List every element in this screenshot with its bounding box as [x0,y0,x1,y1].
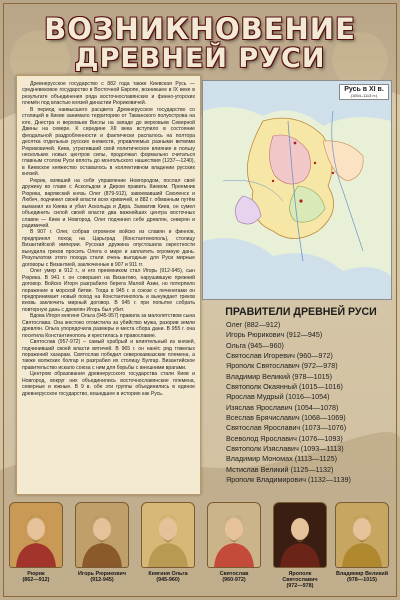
portrait-card [8,502,64,583]
portrait-card [74,502,130,583]
portrait-image [335,502,389,568]
portrait-name: Княгиня Ольга [148,571,188,577]
ruler-item: Ярослав Мудрый (1016—1054) [226,392,330,402]
ruler-item: Святослав Ярославич (1073—1076) [226,423,347,433]
portrait-image [207,502,261,568]
ruler-item: Ярополк Святославич (972—978) [226,361,338,371]
portrait-dates: (972—978) [286,583,314,589]
map-title: Русь в XI в. [344,86,384,93]
historical-map [202,80,392,300]
history-paragraph: Вдова Игоря княгиня Ольга (945-957) правила за малолетством сына Святослава. Она жестоко отомстила за убийство мужа, разорив земли древлян. Ольга упорядочила размеры и места сбора дани. В 955 г. она посетила Константинополь и крестилась в православие. [22,313,195,339]
ruler-item: Святослав Игоревич (960—972) [226,351,333,361]
ruler-item: Ольга (945—960) [226,340,284,350]
portrait-card [334,502,390,583]
history-paragraph: Олег умер в 912 г., и его преемником стал Игорь (912-945), сын Рюрика. В 941 г. он совершил на Византию, нарушившую прежний договор. Войско Игоря разграбило берега Малой Азии, но потерпело поражение в морской битве. Тогда в 945 г. в союзе с печенегами он предпринимает новый поход на Константинополь и вынуждает греков вновь заключить мирный договор. В 945 г. при попытке собрать повторную дань с древлян Игорь был убит. [22,268,195,313]
ruler-item: Изяслав Ярославич (1054—1078) [226,402,339,412]
rulers-heading: ПРАВИТЕЛИ ДРЕВНЕЙ РУСИ [225,306,377,318]
portrait-dates: (978—1015) [347,577,377,583]
title-line-1: ВОЗНИКНОВЕНИЕ [44,12,356,46]
title-line-2: ДРЕВНЕЙ РУСИ [74,43,326,74]
ruler-item: Владимир Мономах (1113—1125) [226,454,338,464]
ruler-item: Владимир Великий (978—1015) [226,371,333,381]
history-paragraph: Рюрик, взявший на себя управление Новгородом, послал своё дружину во главе с Аскольдом и Диром править Киевом. Преемник Рюрика, варяжский князь Олег (879-912), завоевавший Смоленск и Любеч, подчинил своей власти всех кривичей, и 882 г. обманным путём выманил из Киева и убил Аскольда и Дира. Захватив Киев, он сумел объединить силой своей власти два важнейших центра восточных славян — Киев и Новгород. Олег подчинил себе древлян, северян и радимичей. [22,177,195,229]
ruler-item: Святополк Изяславич (1093—1113) [226,444,344,454]
portrait-name: Игорь Рюрикович [78,571,126,577]
ruler-item: Ярополк Владимирович (1132—1139) [226,475,351,485]
portrait-dates: (960-972) [222,577,246,583]
portrait-name: Рюрик [27,571,45,577]
portrait-image [9,502,63,568]
portrait-card [140,502,196,583]
portrait-image [75,502,129,568]
ruler-item: Олег (882—912) [226,320,281,329]
ruler-item: Игорь Рюрикович (912—945) [226,330,323,340]
history-paragraph: В период наивысшего расцвета Древнерусское государство со столицей в Киеве занимало территорию от Таманского полуострова на юге, Днестра и верховьев Вислы на западе до верховьев Северной Двины на севере. К середине XII века вступило в состояние феодальной раздробленности и фактически распалось на полтора десятка отдельных русских княжеств, управляемых разными ветвями Рюриковичей. Киев, утративший свой политическое влияние в пользу нескольких новых центров силы, продолжал формально считаться главным столом Руси вплоть до монгольского нашествия (1237—1240), в Киевское княжество оставалось в коллективном владении русских князей. [22,106,195,178]
history-paragraph: Древнерусское государство с 882 года также Киевская Русь — средневековое государство в Восточной Европе, возникшее в IX веке в результате объединения ряда восточнославянских и финно-угорских племён под властью князей династии Рюриковичей. [22,81,195,107]
history-paragraph: Святослав (957-972) – самый храбрый и влиятельный из князей, подчинивший своей власти вятичей. В 965 г. он нанёс ряд тяжелых поражений хазарам. Святослав победил северокавказские племена, а также волжских болгар и разграбил их столицу Булгар. Византийское правительство искало союза с ним для борьбы с внешними врагами. [22,339,195,371]
map-title-badge [339,84,389,100]
map-subtitle: (1054–1113 гг.) [350,93,378,98]
rulers-list [226,320,394,486]
portrait-dates: (912-945) [90,577,114,583]
portrait-card [272,502,328,589]
ruler-item: Мстислав Великий (1125—1132) [226,464,334,474]
ruler-item: Всеволод Ярославич (1076—1093) [226,433,343,443]
history-paragraph: Центром образования древнерусского государства стали Киев и Новгород, вокруг них объединились восточнославянские племена, северные и южные. В 9 в. обе эти группы объединились в единое древнерусское государство, вошедшее в историю как Русь. [22,371,195,397]
portrait-name: Ярополк Святославич [282,571,318,583]
history-text [17,76,200,397]
portrait-name: Владимир Великий [335,571,389,577]
ruler-item: Всеслав Брячиславич (1068—1069) [226,413,346,423]
portrait-gallery [8,502,392,594]
history-text-panel [16,75,201,495]
portrait-name: Святослав [219,571,249,577]
portrait-image [273,502,327,568]
portrait-dates: (945-960) [156,577,180,583]
portrait-dates: (862—912) [22,577,50,583]
map-graphic [203,81,391,299]
portrait-card [206,502,262,583]
ruler-item: Святополк Окаянный (1015—1016) [226,382,343,392]
history-paragraph: В 907 г. Олег, собрав огромное войско из славян и финнов, предпринял поход на Царьград (Константинополь), столицу Византийской империи. Русская дружина опустошила окрестности вынудила греков просить Олега о мире и заплатить огромную дань. Результатом этого похода стали очень выгодные для Руси мирные договоры с Византией, заключенные в 907 и 911 гг. [22,229,195,268]
portrait-image [141,502,195,568]
